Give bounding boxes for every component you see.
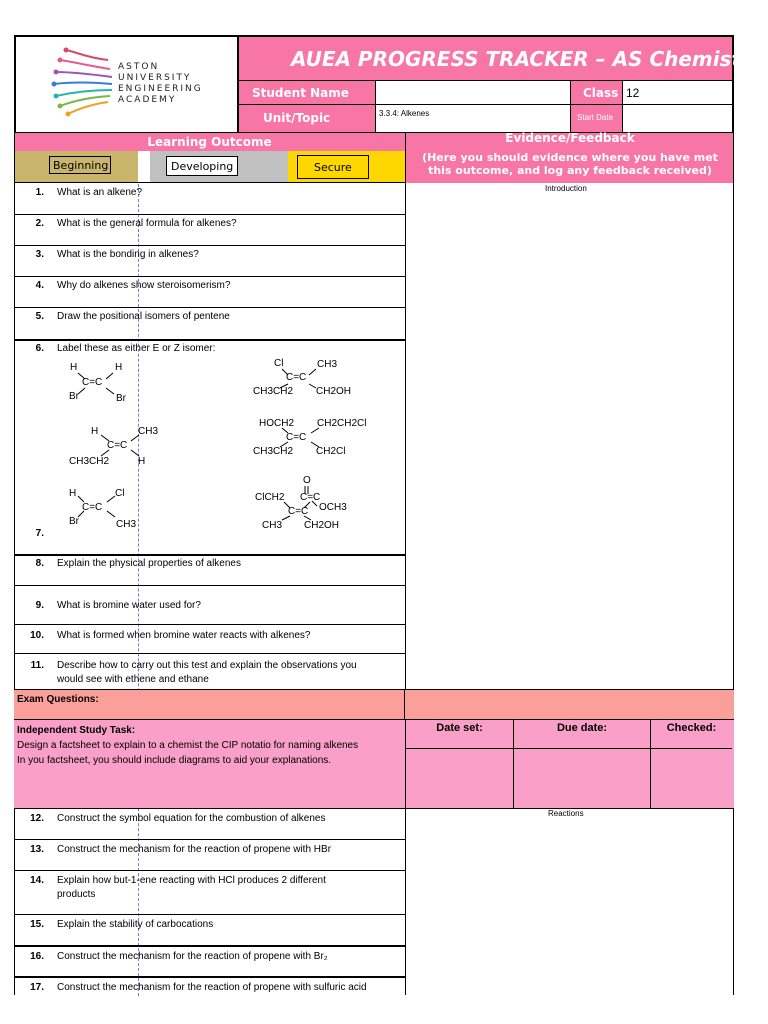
atom-label: CH3 <box>262 520 283 531</box>
question-row: 1. What is an alkene? <box>35 187 143 198</box>
atom-label: CH2OH <box>316 386 352 397</box>
question-row: 7. <box>35 528 44 539</box>
unit-topic-field[interactable]: 3.3.4: Alkenes <box>375 105 570 132</box>
question-row: 5. Draw the positional isomers of pentene <box>35 311 230 322</box>
level-beginning[interactable]: Beginning <box>49 156 111 174</box>
atom-label: Br <box>116 393 126 404</box>
level-developing[interactable]: Developing <box>166 156 238 176</box>
double-bond-label: C=C <box>82 377 103 388</box>
atom-label: CH3CH2 <box>253 446 294 457</box>
atom-label: CH3 <box>116 519 137 530</box>
aston-logo <box>46 42 216 122</box>
question-row: 13. Construct the mechanism for the reaction of propene with HBr <box>30 844 332 855</box>
evidence-header <box>405 133 734 183</box>
atom-label: Cl <box>274 358 284 369</box>
reactions-label: Reactions <box>548 809 584 818</box>
question-row: 2. What is the general formula for alkenes? <box>35 218 237 229</box>
atom-label: CH3CH2 <box>69 456 110 467</box>
atom-label: Br <box>69 516 79 527</box>
question-row: 11. Describe how to carry out this test and explain the observations you would see with ethene and ethane <box>30 660 357 685</box>
question-row: 10. What is formed when bromine water reacts with alkenes? <box>30 630 311 641</box>
atom-label: Cl <box>115 488 125 499</box>
logo-mark-icon <box>46 42 126 122</box>
atom-label: CH2CH2Cl <box>317 418 367 429</box>
double-bond-label: C=C <box>82 502 103 513</box>
logo-text-line: UNIVERSITY <box>118 73 192 83</box>
atom-label: H <box>138 456 146 467</box>
double-bond-label: C=C <box>286 372 307 383</box>
student-name-label: Student Name <box>237 81 375 105</box>
question-row: 14. Explain how but-1-ene reacting with HCl produces 2 different products <box>30 875 326 900</box>
atom-label: CH3CH2 <box>253 386 294 397</box>
logo-text-line: ENGINEERING <box>118 84 203 94</box>
exam-questions-label: Exam Questions: <box>17 694 99 705</box>
atom-label: ClCH2 <box>255 492 285 503</box>
unit-topic-label: Unit/Topic <box>237 105 375 132</box>
isomer-structures <box>14 356 405 541</box>
double-bond-label: C=C <box>286 432 307 443</box>
atom-label: CH3 <box>138 426 159 437</box>
double-bond-label: C=C <box>107 440 128 451</box>
learning-outcome-header: Learning Outcome <box>14 133 405 151</box>
atom-label: C=C <box>300 492 321 503</box>
logo-text-line: ASTON <box>118 62 160 72</box>
title-bar <box>237 37 764 81</box>
question-row: 3. What is the bonding in alkenes? <box>35 249 199 260</box>
exam-questions-row <box>14 689 734 720</box>
atom-label: Br <box>69 391 79 402</box>
student-name-field[interactable] <box>375 81 570 105</box>
intro-label: Introduction <box>545 184 587 193</box>
question-row: 12. Construct the symbol equation for the combustion of alkenes <box>30 813 326 824</box>
question-row: 15. Explain the stability of carbocations <box>30 919 214 930</box>
evidence-desc: this outcome, and log any feedback received) <box>428 164 712 177</box>
atom-label: H <box>115 362 123 373</box>
atom-label: O <box>303 475 311 486</box>
date-set-cell[interactable]: Date set: <box>405 720 514 808</box>
class-field[interactable]: 12 <box>622 81 732 105</box>
atom-label: OCH3 <box>319 502 347 513</box>
due-date-cell[interactable]: Due date: <box>514 720 651 808</box>
level-secure[interactable]: Secure <box>297 155 369 179</box>
atom-label: CH2OH <box>304 520 340 531</box>
page-title: AUEA PROGRESS TRACKER – AS Chemistry <box>291 47 764 71</box>
start-date-field[interactable] <box>622 105 732 132</box>
study-task-text: Design a factsheet to explain to a chemist the CIP notatio for naming alkenes <box>17 740 359 751</box>
level-bar <box>14 151 405 183</box>
atom-label: CH2Cl <box>316 446 346 457</box>
atom-label: HOCH2 <box>259 418 295 429</box>
start-date-label: Start Date <box>570 105 622 132</box>
evidence-title: Evidence/Feedback <box>505 131 635 145</box>
atom-label: H <box>70 362 78 373</box>
double-bond-label: C=C <box>288 506 309 517</box>
atom-label: CH3 <box>317 359 338 370</box>
question-row: 9. What is bromine water used for? <box>35 600 201 611</box>
logo-text-line: ACADEMY <box>118 95 177 105</box>
study-task-section <box>14 720 734 809</box>
question-row: 6. Label these as either E or Z isomer: <box>35 343 216 354</box>
question-row: 4. Why do alkenes show steroisomerism? <box>35 280 231 291</box>
question-row: 16. Construct the mechanism for the reaction of propene with Br₂ <box>30 951 328 962</box>
bond-lines-icon <box>14 356 405 541</box>
study-task-text: In you factsheet, you should include diagrams to aid your explanations. <box>17 755 332 766</box>
evidence-desc: (Here you should evidence where you have met <box>422 151 718 164</box>
atom-label: H <box>69 488 77 499</box>
class-label: Class <box>570 81 622 105</box>
question-row: 8. Explain the physical properties of alkenes <box>35 558 241 569</box>
study-task-title: Independent Study Task: <box>17 725 136 736</box>
checked-cell[interactable]: Checked: <box>666 722 717 734</box>
question-row: 17. Construct the mechanism for the reaction of propene with sulfuric acid <box>30 982 367 993</box>
atom-label: H <box>91 426 99 437</box>
